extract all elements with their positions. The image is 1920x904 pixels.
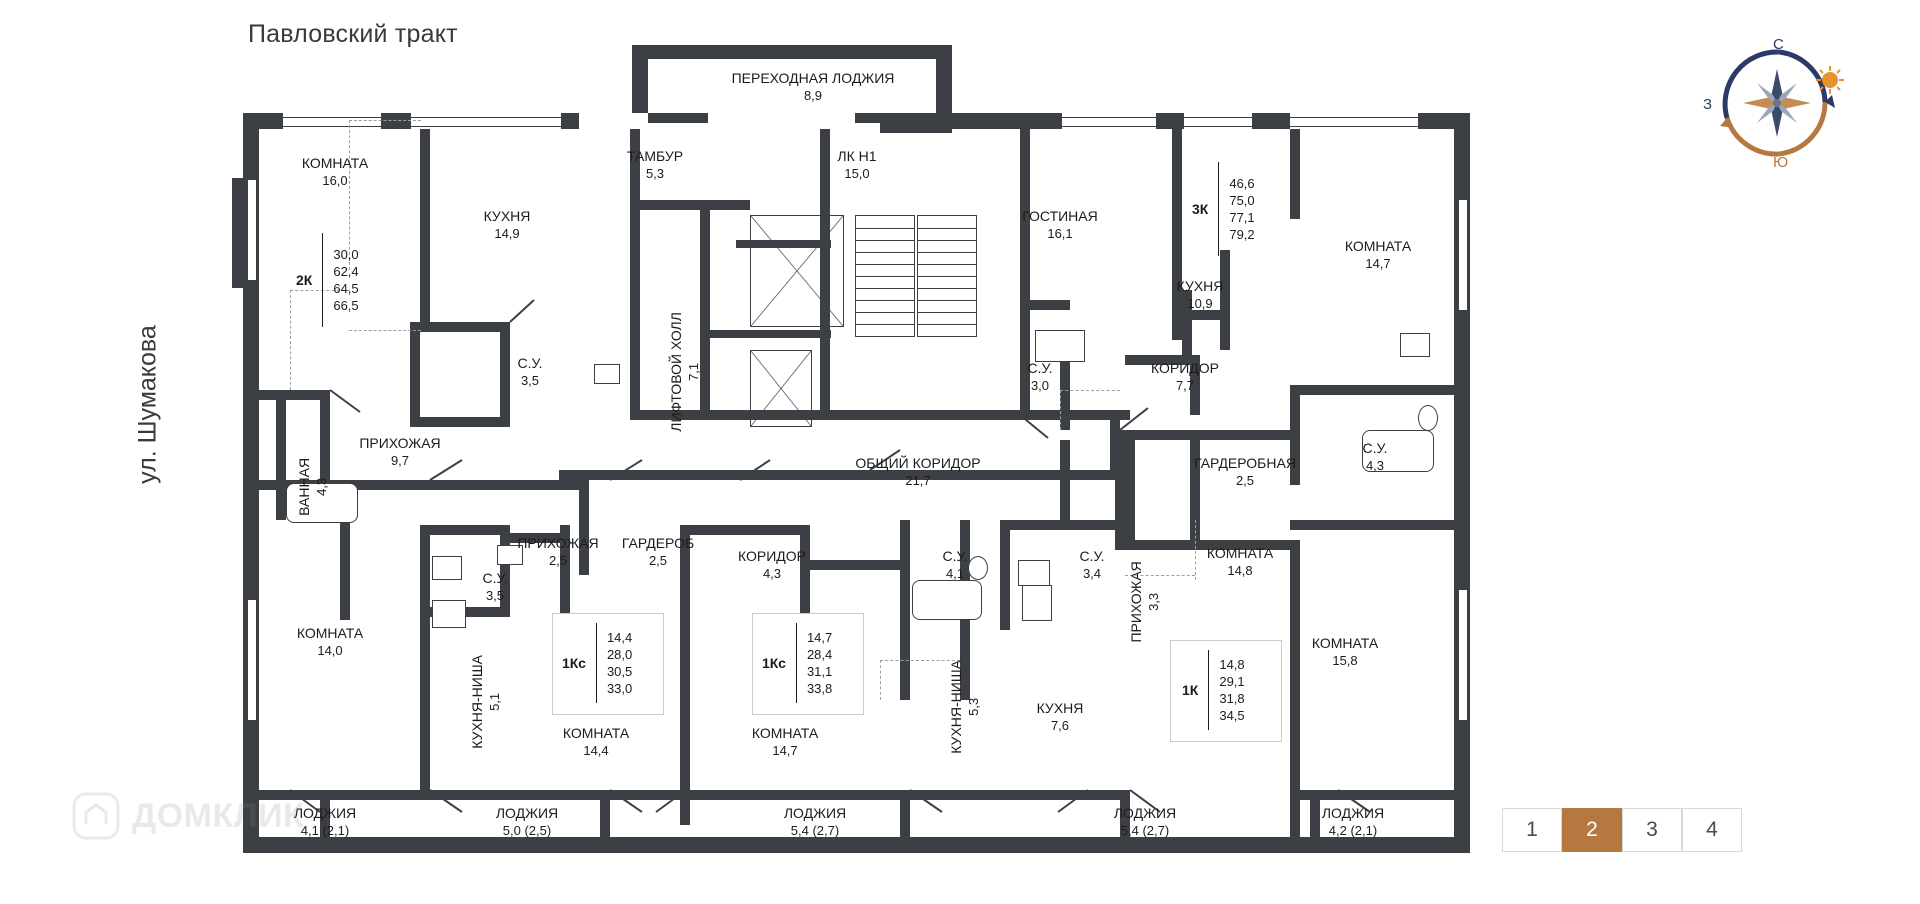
room-label: С.У. 3,5: [517, 355, 543, 388]
wall: [430, 790, 610, 800]
wall: [1120, 430, 1300, 440]
room-label: КУХНЯ-НИША 5,1: [469, 654, 502, 749]
partition-dashed: [1060, 390, 1061, 430]
room-label: КОМНАТА 14,7: [751, 725, 819, 758]
floor-tab-1-label[interactable]: 1: [1502, 808, 1562, 852]
staircase: [917, 215, 977, 337]
apartment-code: 3К: [1192, 201, 1209, 217]
room-label: ТАМБУР 5,3: [626, 148, 684, 181]
room-label: ЛОДЖИЯ 5,4 (2,7): [1113, 805, 1177, 838]
partition-dashed: [349, 120, 421, 121]
apartment-areas: 14,7 28,4 31,1 33,8: [806, 629, 833, 697]
room-label: С.У. 3,5: [482, 570, 508, 603]
room-label: КОМНАТА 14,4: [562, 725, 630, 758]
wall: [1000, 520, 1010, 630]
window: [1458, 200, 1468, 310]
room-label: ЛОДЖИЯ 5,0 (2,5): [495, 805, 559, 838]
room-label: КОМНАТА 14,7: [1344, 238, 1412, 271]
divider: [1208, 650, 1209, 730]
sink-fixture: [432, 600, 466, 628]
partition-dashed: [290, 290, 291, 390]
wall: [830, 410, 1130, 420]
wall: [900, 790, 910, 850]
sink-fixture: [1035, 330, 1085, 362]
wall: [1290, 385, 1460, 395]
wall: [276, 400, 286, 520]
floor-tab-1[interactable]: [1502, 808, 1562, 852]
wall: [561, 113, 579, 129]
window: [1458, 590, 1468, 720]
room-label: КУХНЯ-НИША 5,3: [948, 659, 981, 754]
room-label: ПРИХОЖАЯ 3,3: [1128, 561, 1161, 643]
wall: [1060, 440, 1070, 530]
wall: [1172, 129, 1182, 249]
apartment-code: 1Кс: [762, 655, 786, 671]
wall: [381, 113, 411, 129]
apartment-areas: 46,6 75,0 77,1 79,2: [1229, 175, 1255, 243]
floor-tab-3[interactable]: [1622, 808, 1682, 852]
wall: [1290, 520, 1470, 530]
apartment-summary: [296, 233, 359, 327]
partition-dashed: [880, 660, 881, 700]
wall: [1290, 129, 1300, 219]
wall: [232, 178, 244, 288]
apartment-summary: [562, 623, 632, 703]
sink-fixture: [594, 364, 620, 384]
wall: [1125, 440, 1135, 550]
room-label: КОМНАТА 16,0: [301, 155, 369, 188]
apartment-areas: 14,8 29,1 31,8 34,5: [1219, 656, 1245, 724]
wall: [243, 373, 259, 473]
wall: [952, 113, 1062, 129]
street-label-left: ул. Шумакова: [133, 325, 162, 484]
room-label: ПЕРЕХОДНАЯ ЛОДЖИЯ 8,9: [731, 70, 895, 103]
wall: [680, 525, 690, 825]
wall: [700, 330, 740, 338]
room-label: ЛК Н1 15,0: [837, 148, 877, 181]
wall: [430, 525, 510, 535]
apartment-code: 2К: [296, 272, 313, 288]
room-label: ЛИФТОВОЙ ХОЛЛ 7,1: [668, 312, 701, 432]
wall: [810, 560, 905, 570]
room-label: ОБЩИЙ КОРИДОР 21,7: [855, 455, 981, 488]
wall: [600, 790, 610, 850]
room-label: С.У. 3,0: [1027, 360, 1053, 393]
room-label: ЛОДЖИЯ 4,1 (2,1): [293, 805, 357, 838]
street-label-top: Павловский тракт: [248, 20, 458, 48]
wall: [900, 520, 910, 700]
wall: [410, 417, 510, 427]
floor-tab-3-label[interactable]: 3: [1622, 808, 1682, 852]
wall: [243, 837, 1470, 853]
wall: [880, 123, 952, 133]
domclick-logo-icon: [70, 790, 122, 842]
sink-fixture: [1400, 333, 1430, 357]
room-label: КУХНЯ 14,9: [483, 208, 531, 241]
elevator-shaft: [750, 350, 812, 427]
room-label: ГОСТИНАЯ 16,1: [1022, 208, 1098, 241]
floor-tab-4-label[interactable]: 4: [1682, 808, 1742, 852]
wall: [1156, 113, 1184, 129]
toilet-fixture: [1022, 585, 1052, 621]
room-label: ГАРДЕРОБНАЯ 2,5: [1194, 455, 1296, 488]
divider: [1218, 162, 1219, 256]
compass-north-label: С: [1773, 36, 1784, 53]
bathtub-fixture: [912, 580, 982, 620]
room-label: КОМНАТА 14,8: [1206, 545, 1274, 578]
wall: [420, 525, 430, 795]
compass-rose: [1703, 36, 1850, 171]
divider: [322, 233, 323, 327]
elevator-shaft: [750, 215, 844, 327]
window: [411, 117, 561, 127]
wall: [1252, 113, 1290, 129]
room-label: ПРИХОЖАЯ 9,7: [359, 435, 441, 468]
window: [1062, 117, 1156, 127]
divider: [596, 623, 597, 703]
apartment-code: 1К: [1182, 682, 1199, 698]
wall: [855, 113, 952, 123]
watermark: [70, 790, 304, 842]
room-label: ЛОДЖИЯ 4,2 (2,1): [1321, 805, 1385, 838]
wall: [630, 200, 750, 210]
room-label: КОМНАТА 14,0: [296, 625, 364, 658]
staircase: [855, 215, 915, 337]
room-label: С.У. 4,1: [942, 548, 968, 581]
room-label: КОРИДОР 7,7: [1151, 360, 1219, 393]
apartment-summary: [1182, 650, 1245, 730]
room-label: С.У. 4,3: [1362, 440, 1388, 473]
partition-dashed: [349, 330, 421, 331]
sink-fixture: [1018, 560, 1050, 586]
wall: [420, 129, 430, 329]
room-label: С.У. 3,4: [1079, 548, 1105, 581]
room-label: КУХНЯ 10,9: [1176, 278, 1224, 311]
apartment-summary: [1192, 162, 1255, 256]
window: [1184, 117, 1252, 127]
wall: [936, 45, 952, 113]
wall: [259, 390, 329, 400]
floor-tab-2[interactable]: [1562, 808, 1622, 852]
wall: [420, 322, 510, 332]
wall: [632, 45, 952, 59]
wall: [1020, 300, 1030, 415]
wall: [410, 322, 420, 427]
window: [1290, 117, 1418, 127]
compass-west-label: З: [1703, 96, 1713, 113]
room-label: КОРИДОР 4,3: [738, 548, 806, 581]
wall: [910, 790, 1120, 800]
compass-south-label: Ю: [1773, 154, 1789, 171]
wall: [1115, 430, 1125, 550]
room-label: КУХНЯ 7,6: [1036, 700, 1084, 733]
window: [247, 180, 257, 280]
floor-tab-4[interactable]: [1682, 808, 1742, 852]
wall: [648, 113, 708, 123]
wall: [1030, 300, 1070, 310]
room-label: ВАННАЯ 4,3: [296, 457, 329, 516]
floor-selector[interactable]: [1502, 808, 1742, 852]
room-label: ПРИХОЖАЯ 2,5: [517, 535, 599, 568]
apartment-code: 1Кс: [562, 655, 586, 671]
floor-tab-2-label[interactable]: 2: [1562, 808, 1622, 852]
room-label: КОМНАТА 15,8: [1311, 635, 1379, 668]
wall: [736, 330, 831, 338]
apartment-areas: 14,4 28,0 30,5 33,0: [606, 629, 633, 697]
window: [247, 600, 257, 720]
room-label: ГАРДЕРОБ 2,5: [621, 535, 695, 568]
window: [283, 117, 381, 127]
apartment-areas: 30,0 62,4 64,5 66,5: [333, 246, 359, 314]
divider: [796, 623, 797, 703]
apartment-summary: [762, 623, 832, 703]
wall: [690, 525, 810, 535]
watermark-text: ДОМКЛИК: [132, 796, 305, 835]
toilet-fixture: [1418, 405, 1438, 431]
room-label: ЛОДЖИЯ 5,4 (2,7): [783, 805, 847, 838]
wall: [610, 790, 900, 800]
